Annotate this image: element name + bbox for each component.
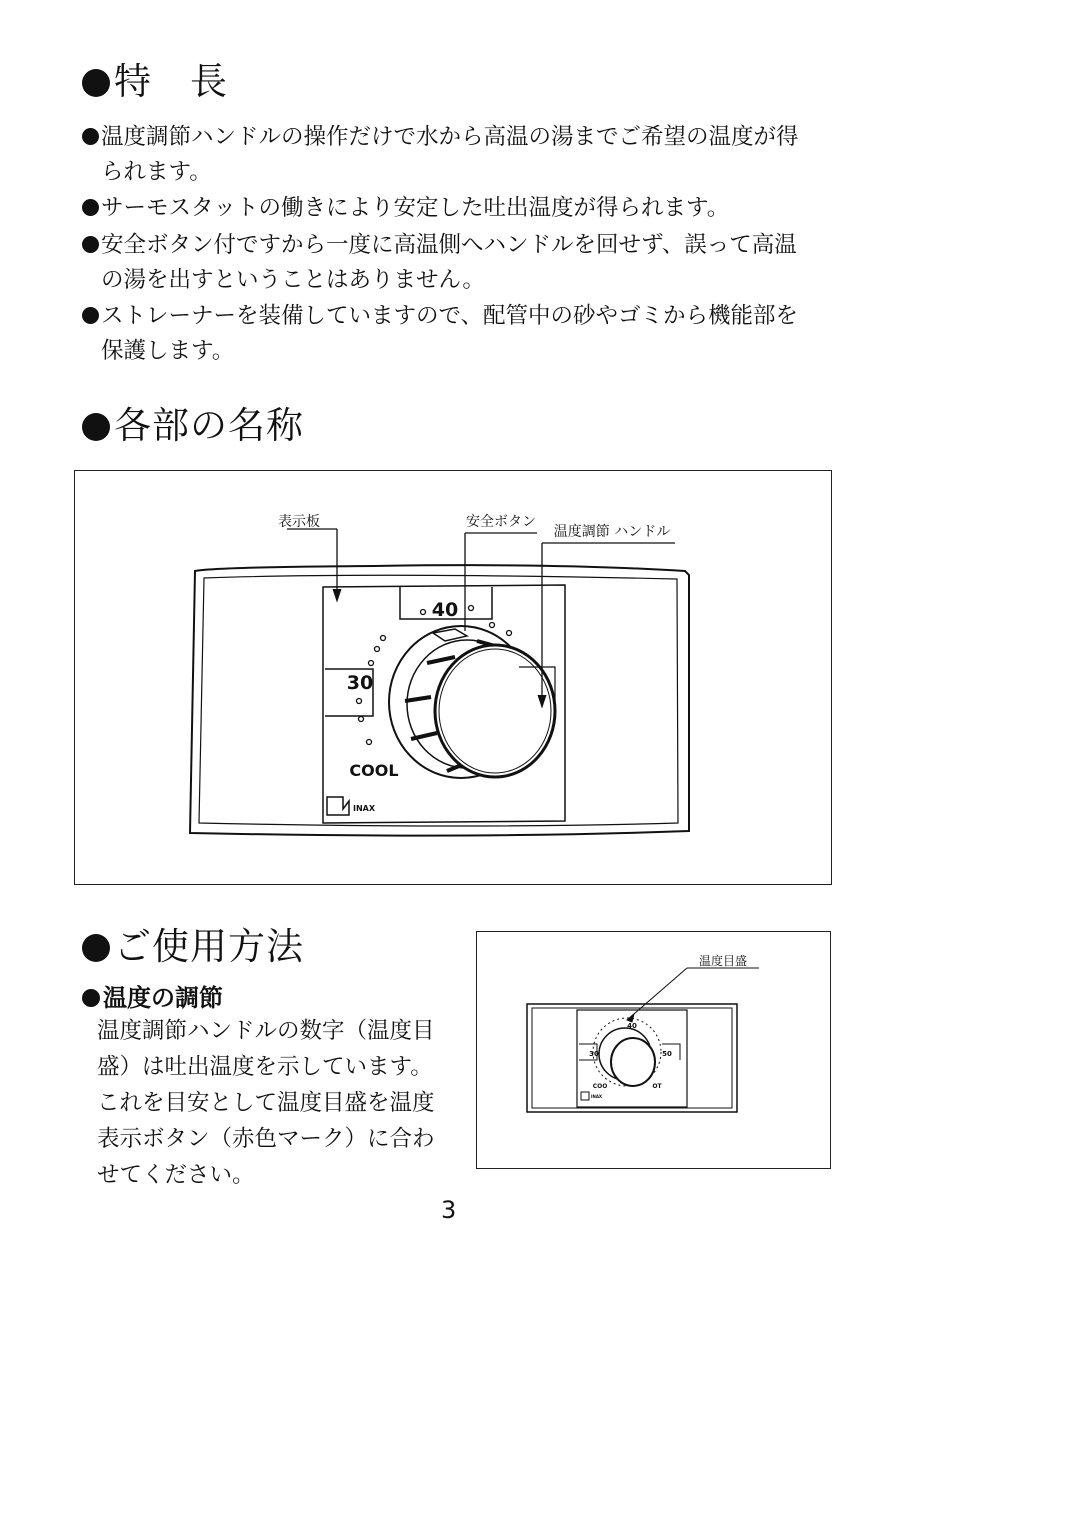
hot-label: OT xyxy=(652,1083,662,1090)
brand-logo: INAX xyxy=(353,804,376,813)
bullet-icon xyxy=(82,934,110,962)
brand-logo: INAX xyxy=(591,1094,603,1099)
bullet-icon xyxy=(82,199,99,216)
bullet-icon xyxy=(82,989,100,1007)
scale-value-left: 30 xyxy=(589,1050,599,1058)
feature-item: 安全ボタン付ですから一度に高温側へハンドルを回せず、誤って高温 の湯を出すということはありません。 xyxy=(82,228,842,298)
dial-value-top: 40 xyxy=(431,599,459,621)
faucet-panel-illustration xyxy=(75,471,831,884)
bullet-icon xyxy=(82,413,110,441)
cool-label: COOL xyxy=(349,761,399,780)
scale-value-right: 50 xyxy=(662,1050,672,1058)
usage-diagram xyxy=(476,931,831,1169)
bullet-icon xyxy=(82,128,99,145)
feature-item: ストレーナーを装備していますので、配管中の砂やゴミから機能部を 保護します。 xyxy=(82,299,842,369)
usage-heading: ご使用方法 xyxy=(82,925,304,969)
bullet-icon xyxy=(82,236,99,253)
temperature-scale-illustration xyxy=(477,932,830,1168)
scale-value-top: 40 xyxy=(627,1022,637,1030)
feature-item: 温度調節ハンドルの操作だけで水から高温の湯までご希望の温度が得 られます。 xyxy=(82,120,842,190)
usage-body: 温度調節ハンドルの数字（温度目 盛）は吐出温度を示しています。 これを目安として温度目盛を温度 表示ボタン（赤色マーク）に合わ せてください。 xyxy=(97,1018,435,1188)
label-temp-scale: 温度目盛 xyxy=(698,954,748,968)
usage-subheading: 温度の調節 xyxy=(82,983,223,1013)
dial-value-left: 30 xyxy=(346,672,374,694)
parts-heading: 各部の名称 xyxy=(82,404,304,448)
label-display-plate: 表示板 xyxy=(278,514,320,530)
cool-label: COO xyxy=(592,1083,608,1090)
label-safety-button: 安全ボタン xyxy=(466,514,536,530)
features-heading: 特 長 xyxy=(82,60,228,104)
bullet-icon xyxy=(82,69,110,97)
label-temp-handle: 温度調節 ハンドル xyxy=(553,524,671,540)
page-number: 3 xyxy=(441,1196,457,1224)
feature-item: サーモスタットの働きにより安定した吐出温度が得られます。 xyxy=(82,191,842,226)
parts-diagram xyxy=(74,470,832,885)
bullet-icon xyxy=(82,307,99,324)
